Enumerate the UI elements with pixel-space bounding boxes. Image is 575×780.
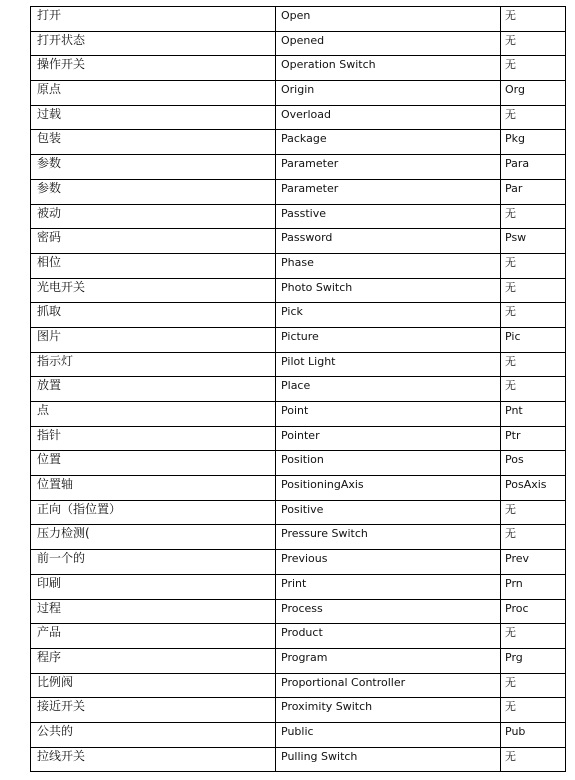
english-term: Positive — [276, 500, 501, 525]
english-term: Phase — [276, 253, 501, 278]
english-term: PositioningAxis — [276, 476, 501, 501]
english-term: Package — [276, 130, 501, 155]
english-term: Proportional Controller — [276, 673, 501, 698]
english-term: Place — [276, 377, 501, 402]
abbreviation: Proc — [501, 599, 566, 624]
table-row — [31, 352, 566, 377]
table-row — [31, 81, 566, 106]
table-row — [31, 722, 566, 747]
chinese-term: 过载 — [31, 105, 276, 130]
abbreviation: 无 — [501, 624, 566, 649]
chinese-term: 操作开关 — [31, 56, 276, 81]
abbreviation: 无 — [501, 303, 566, 328]
table-row — [31, 500, 566, 525]
abbreviation: Org — [501, 81, 566, 106]
table-row — [31, 31, 566, 56]
table-row — [31, 525, 566, 550]
english-term: Position — [276, 451, 501, 476]
chinese-term: 参数 — [31, 179, 276, 204]
table-row — [31, 624, 566, 649]
chinese-term: 被动 — [31, 204, 276, 229]
chinese-term: 密码 — [31, 229, 276, 254]
english-term: Parameter — [276, 179, 501, 204]
english-term: Password — [276, 229, 501, 254]
chinese-term: 印刷 — [31, 574, 276, 599]
english-term: Pressure Switch — [276, 525, 501, 550]
table-row — [31, 253, 566, 278]
table-row — [31, 599, 566, 624]
abbreviation: 无 — [501, 352, 566, 377]
chinese-term: 接近开关 — [31, 698, 276, 723]
chinese-term: 程序 — [31, 648, 276, 673]
table-row — [31, 574, 566, 599]
table-row — [31, 426, 566, 451]
english-term: Print — [276, 574, 501, 599]
table-row — [31, 105, 566, 130]
english-term: Origin — [276, 81, 501, 106]
english-term: Open — [276, 7, 501, 32]
chinese-term: 压力检测( — [31, 525, 276, 550]
chinese-term: 指示灯 — [31, 352, 276, 377]
abbreviation: Par — [501, 179, 566, 204]
abbreviation: 无 — [501, 500, 566, 525]
abbreviation: Pub — [501, 722, 566, 747]
chinese-term: 产品 — [31, 624, 276, 649]
table-row — [31, 747, 566, 772]
english-term: Proximity Switch — [276, 698, 501, 723]
abbreviation: Psw — [501, 229, 566, 254]
chinese-term: 正向（指位置） — [31, 500, 276, 525]
table-row — [31, 7, 566, 32]
chinese-term: 拉线开关 — [31, 747, 276, 772]
english-term: Photo Switch — [276, 278, 501, 303]
abbreviation: Prg — [501, 648, 566, 673]
chinese-term: 图片 — [31, 327, 276, 352]
english-term: Opened — [276, 31, 501, 56]
table-row — [31, 402, 566, 427]
table-row — [31, 476, 566, 501]
chinese-term: 位置 — [31, 451, 276, 476]
table-row — [31, 130, 566, 155]
english-term: Previous — [276, 550, 501, 575]
abbreviation: PosAxis — [501, 476, 566, 501]
english-term: Pulling Switch — [276, 747, 501, 772]
table-row — [31, 673, 566, 698]
abbreviation: 无 — [501, 673, 566, 698]
abbreviation: 无 — [501, 278, 566, 303]
table-row — [31, 179, 566, 204]
abbreviation: 无 — [501, 253, 566, 278]
table-row — [31, 204, 566, 229]
english-term: Program — [276, 648, 501, 673]
abbreviation: 无 — [501, 747, 566, 772]
abbreviation: 无 — [501, 698, 566, 723]
english-term: Pilot Light — [276, 352, 501, 377]
table-row — [31, 303, 566, 328]
english-term: Passtive — [276, 204, 501, 229]
abbreviation: Pnt — [501, 402, 566, 427]
table-row — [31, 648, 566, 673]
abbreviation: Para — [501, 155, 566, 180]
abbreviation: Pkg — [501, 130, 566, 155]
chinese-term: 原点 — [31, 81, 276, 106]
abbreviation: 无 — [501, 56, 566, 81]
glossary-table — [30, 6, 566, 772]
chinese-term: 公共的 — [31, 722, 276, 747]
chinese-term: 包装 — [31, 130, 276, 155]
abbreviation: 无 — [501, 525, 566, 550]
chinese-term: 打开状态 — [31, 31, 276, 56]
abbreviation: 无 — [501, 377, 566, 402]
table-row — [31, 278, 566, 303]
abbreviation: Ptr — [501, 426, 566, 451]
chinese-term: 前一个的 — [31, 550, 276, 575]
abbreviation: 无 — [501, 7, 566, 32]
chinese-term: 光电开关 — [31, 278, 276, 303]
abbreviation: 无 — [501, 31, 566, 56]
table-row — [31, 155, 566, 180]
chinese-term: 打开 — [31, 7, 276, 32]
table-row — [31, 229, 566, 254]
chinese-term: 放置 — [31, 377, 276, 402]
english-term: Overload — [276, 105, 501, 130]
table-row — [31, 327, 566, 352]
abbreviation: 无 — [501, 204, 566, 229]
english-term: Pick — [276, 303, 501, 328]
abbreviation: Prev — [501, 550, 566, 575]
abbreviation: Pic — [501, 327, 566, 352]
english-term: Parameter — [276, 155, 501, 180]
chinese-term: 指针 — [31, 426, 276, 451]
table-row — [31, 550, 566, 575]
english-term: Process — [276, 599, 501, 624]
chinese-term: 相位 — [31, 253, 276, 278]
chinese-term: 抓取 — [31, 303, 276, 328]
english-term: Picture — [276, 327, 501, 352]
table-row — [31, 451, 566, 476]
english-term: Operation Switch — [276, 56, 501, 81]
english-term: Point — [276, 402, 501, 427]
chinese-term: 过程 — [31, 599, 276, 624]
table-row — [31, 698, 566, 723]
glossary-body — [31, 7, 566, 772]
abbreviation: 无 — [501, 105, 566, 130]
abbreviation: Pos — [501, 451, 566, 476]
chinese-term: 参数 — [31, 155, 276, 180]
chinese-term: 点 — [31, 402, 276, 427]
table-row — [31, 56, 566, 81]
english-term: Product — [276, 624, 501, 649]
chinese-term: 位置轴 — [31, 476, 276, 501]
chinese-term: 比例阀 — [31, 673, 276, 698]
english-term: Pointer — [276, 426, 501, 451]
table-row — [31, 377, 566, 402]
abbreviation: Prn — [501, 574, 566, 599]
english-term: Public — [276, 722, 501, 747]
